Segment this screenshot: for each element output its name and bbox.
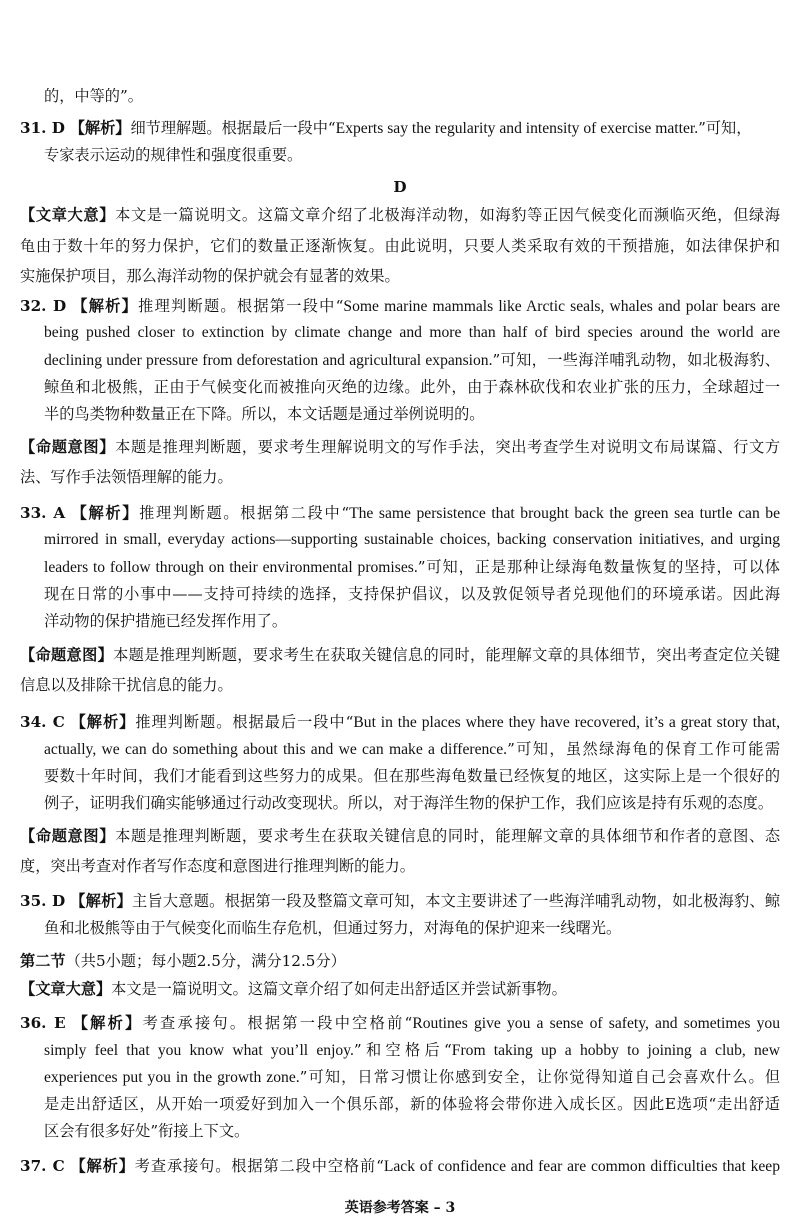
analysis-tag: 【解析】: [69, 119, 131, 137]
text-line: leaders to follow through on their environmental promises.”可知，正是那种让绿海龟数量恢复的坚持，可以体: [44, 558, 780, 576]
text-line: 实施保护项目，那么海洋动物的保护就会有显著的效果。: [20, 267, 400, 285]
text-line: actually, we can do something about this and we can make a difference.”可知，虽然绿海龟的保育工作可能需: [44, 740, 780, 758]
analysis-tag: 【解析】: [70, 713, 136, 731]
text-line: 现在日常的小事中——支持可持续的选择，支持保护倡议，以及敦促领导者兑现他们的环境承诺。因此海: [44, 585, 780, 603]
answer-34: 34. C 【解析】推理判断题。根据最后一段中“But in the places where they have recovered, it’s a great story that,: [20, 713, 780, 731]
text-line: 是走出舒适区，从开始一项爱好到加入一个俱乐部，新的体验将会带你进入成长区。因此E选项“走出舒适: [44, 1095, 780, 1113]
question-number: 34. C: [20, 713, 65, 731]
text-line: 鲸鱼和北极熊，正由于气候变化而被推向灭绝的边缘。此外，由于森林砍伐和农业扩张的压力，全球超过一: [44, 378, 780, 396]
answer-37: 37. C 【解析】考查承接句。根据第二段中空格前“Lack of confidence and fear are common difficulties that keep: [20, 1157, 780, 1175]
question-number: 35. D: [20, 892, 66, 910]
answer-33: 33. A 【解析】推理判断题。根据第二段中“The same persistence that brought back the green sea turtle can be: [20, 504, 780, 522]
text-line: 半的鸟类物种数量正在下降。所以，本文话题是通过举例说明的。: [44, 405, 485, 423]
text-line: mirrored in small, everyday actions—supporting sustainable choices, backing conservation initiatives, and urging: [44, 531, 780, 548]
answer-35: 35. D 【解析】主旨大意题。根据第一段及整篇文章可知，本文主要讲述了一些海洋哺乳动物，如北极海豹、鲸: [20, 892, 780, 910]
analysis-tag: 【解析】: [72, 297, 139, 315]
design-intent: 【命题意图】本题是推理判断题，要求考生在获取关键信息的同时，能理解文章的具体细节，突出考查定位关键: [20, 646, 780, 664]
text-line: experiences put you in the growth zone.”可知，日常习惯让你感到安全，让你觉得知道自己会喜欢什么。但: [44, 1068, 780, 1086]
article-summary: 【文章大意】本文是一篇说明文。这篇文章介绍了北极海洋动物，如海豹等正因气候变化而濒临灭绝，但绿海: [20, 206, 780, 224]
design-intent: 【命题意图】本题是推理判断题，要求考生在获取关键信息的同时，能理解文章的具体细节和作者的意图、态: [20, 827, 780, 845]
section-note: （共5小题；每小题2.5分，满分12.5分）: [65, 952, 346, 970]
answer-31: 31. D 【解析】细节理解题。根据最后一段中“Experts say the regularity and intensity of exercise matter.”可知，: [20, 119, 752, 137]
text-line: 的，中等的”。: [44, 87, 143, 105]
summary-tag: 【文章大意】: [20, 980, 112, 998]
section-title: 第二节: [20, 952, 66, 970]
article-summary: 【文章大意】本文是一篇说明文。这篇文章介绍了如何走出舒适区并尝试新事物。: [20, 980, 567, 998]
text-line: declining under pressure from deforestation and agricultural expansion.”可知，一些海洋哺乳动物，如北极海豹、: [44, 351, 780, 369]
analysis-tag: 【解析】: [70, 1157, 135, 1175]
text-line: 鱼和北极熊等由于气候变化而临生存危机，但通过努力，对海龟的保护迎来一线曙光。: [44, 919, 622, 937]
text-line: 例子，证明我们确实能够通过行动改变现状。所以，对于海洋生物的保护工作，我们应该是持有乐观的态度。: [44, 794, 773, 812]
text-line: 信息以及排除干扰信息的能力。: [20, 676, 233, 694]
question-number: 36. E: [20, 1014, 66, 1032]
answer-36: 36. E 【解析】考查承接句。根据第一段中空格前“Routines give you a sense of safety, and sometimes you: [20, 1014, 780, 1032]
question-number: 32. D: [20, 297, 67, 315]
question-number: 31. D: [20, 119, 65, 137]
text-line: being pushed closer to extinction by climate change and more than half of bird species around the world are: [44, 324, 780, 341]
text-line: 度，突出考查对作者写作态度和意图进行推理判断的能力。: [20, 857, 415, 875]
intent-tag: 【命题意图】: [20, 438, 116, 456]
summary-tag: 【文章大意】: [20, 206, 116, 224]
design-intent: 【命题意图】本题是推理判断题，要求考生理解说明文的写作手法，突出考查学生对说明文布局谋篇、行文方: [20, 438, 780, 456]
text-line: 法、写作手法领悟理解的能力。: [20, 468, 233, 486]
text-line: 专家表示运动的规律性和强度很重要。: [44, 146, 303, 164]
intent-tag: 【命题意图】: [20, 827, 116, 845]
answer-32: 32. D 【解析】推理判断题。根据第一段中“Some marine mammals like Arctic seals, whales and polar bears are: [20, 297, 780, 315]
text-line: 洋动物的保护措施已经发挥作用了。: [44, 612, 287, 630]
text-line: 区会有很多好处”衔接上下文。: [44, 1122, 250, 1140]
page-footer: 英语参考答案 – 3: [344, 1200, 456, 1216]
analysis-tag: 【解析】: [71, 504, 140, 522]
text-line: 要数十年时间，我们才能看到这些努力的成果。但在那些海龟数量已经恢复的地区，这实际上是一个很好的: [44, 767, 780, 785]
question-number: 33. A: [20, 504, 66, 522]
section-heading: D: [393, 178, 407, 196]
analysis-tag: 【解析】: [72, 1014, 143, 1032]
question-number: 37. C: [20, 1157, 65, 1175]
intent-tag: 【命题意图】: [20, 646, 114, 664]
text-line: 龟由于数十年的努力保护，它们的数量正逐渐恢复。由此说明，只要人类采取有效的干预措施，如法律保护和: [20, 237, 780, 255]
analysis-tag: 【解析】: [70, 892, 132, 910]
text-line: simply feel that you know what you’ll enjoy.”和空格后“From taking up a hobby to joining a club, new: [44, 1041, 780, 1059]
section-two-heading: [0, 951, 800, 971]
